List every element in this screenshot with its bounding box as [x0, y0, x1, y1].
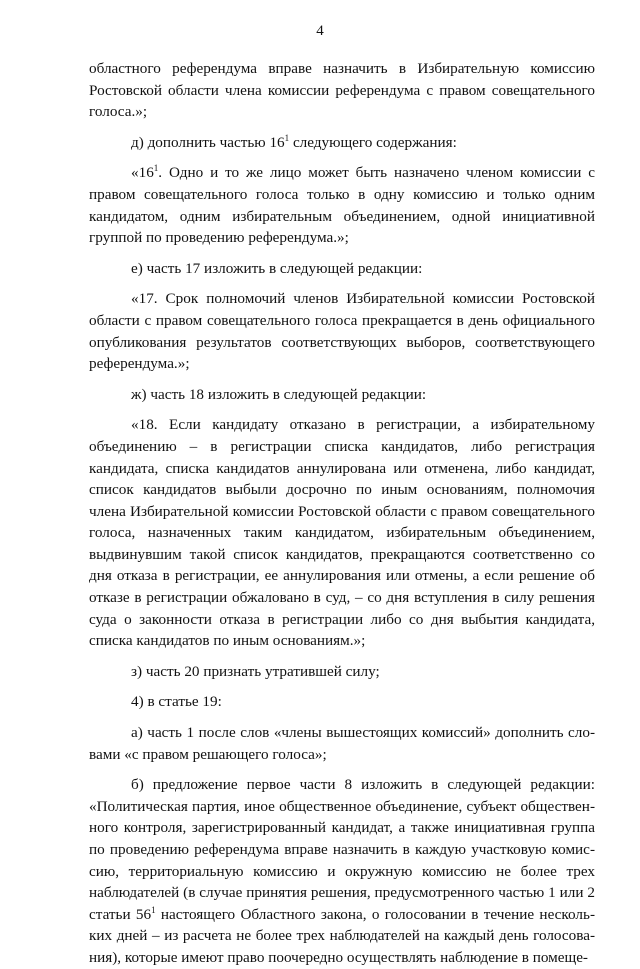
page-number: 4 [316, 23, 324, 39]
paragraph-text-after: . Одно и то же лицо может быть назначено членом комиссии с правом совещательного голоса только в одну комиссию и только одним кандидатом, одним избирательным объединением, одной инициативной группой по проведению референдума.»; [89, 164, 595, 247]
paragraph-text: 4) в статье 19: [131, 693, 222, 711]
superscript-index: 1 [284, 132, 290, 143]
paragraph-part-17 [89, 288, 595, 374]
paragraph-item-z [89, 661, 595, 683]
paragraph-item-e [89, 258, 595, 280]
document-body [89, 58, 595, 969]
paragraph-item-b [89, 774, 595, 968]
paragraph-text: ж) часть 18 изложить в следующей редакции: [131, 385, 427, 403]
paragraph-part-18 [89, 414, 595, 652]
paragraph-item-4 [89, 691, 595, 713]
paragraph-item-a [89, 722, 595, 765]
superscript-index: 1 [153, 163, 159, 174]
paragraph-text: е) часть 17 изложить в следующей редакции: [131, 259, 423, 277]
paragraph-text: «17. Срок полномочий членов Избирательной комиссии Ростовской области с правом совещательного голоса прекращается в день официального опубликования результатов соответствующих выборов, соответствующего референдума.»; [89, 290, 595, 373]
paragraph-item-zh [89, 384, 595, 406]
paragraph-text: областного референдума вправе назначить в Избирательную комиссию Ростовской области члена комиссии референдума с правом совещательного голоса.»; [89, 60, 595, 121]
paragraph-part-16-1 [89, 162, 595, 248]
paragraph-text-after: следующего содержания: [289, 133, 457, 151]
paragraph-text-after: настоящего Областного закона, о голосовании в течение нескольких дней – из расчета не более трех наблюдателей на каждый день голосования), которые имеют право поочередно осуществлять наблюдение в помеще- [89, 905, 595, 966]
paragraph-text: б) предложение первое части 8 изложить в следующей редакции: «Политическая партия, иное общественное объединение, субъект общественного контроля, зарегистрированный кандидат, а также инициативная группа по проведению референдума вправе назначить в каждую участковую комиссию, территориальную комиссию и окружную комиссию не более трех наблюдателей (в случае принятия решения, предусмотренного частью 1 или 2 статьи 56 [89, 776, 595, 923]
paragraph-text: а) часть 1 после слов «члены вышестоящих комиссий» дополнить словами «с правом решающего голоса»; [89, 724, 595, 763]
paragraph-text: «18. Если кандидату отказано в регистрации, а избирательному объединению – в регистрации списка кандидатов, либо регистрация кандидата, списка кандидатов аннулирована или отменена, либо кандидат, список кандидатов выбыли досрочно по иным основаниям, полномочия члена Избирательной комиссии Ростовской области с правом совещательного голоса, назначенных таким кандидатом, избирательным объединением, выдвинувшим такой список кандидатов, прекращаются соответственно со дня отказа в регистрации, ее аннулирования или отмены, а если решение об отказе в регистрации обжаловано в суд, – со дня вступления в силу решения суда о законности отказа в регистрации либо со дня выбытия кандидата, списка кандидатов по иным основаниям.»; [89, 416, 595, 650]
paragraph-text: д) дополнить частью 16 [131, 133, 285, 151]
paragraph-continuation [89, 58, 595, 123]
paragraph-text: «16 [131, 164, 154, 182]
superscript-index: 1 [151, 904, 156, 915]
paragraph-item-d [89, 132, 595, 154]
paragraph-text: з) часть 20 признать утратившей силу; [131, 662, 380, 680]
